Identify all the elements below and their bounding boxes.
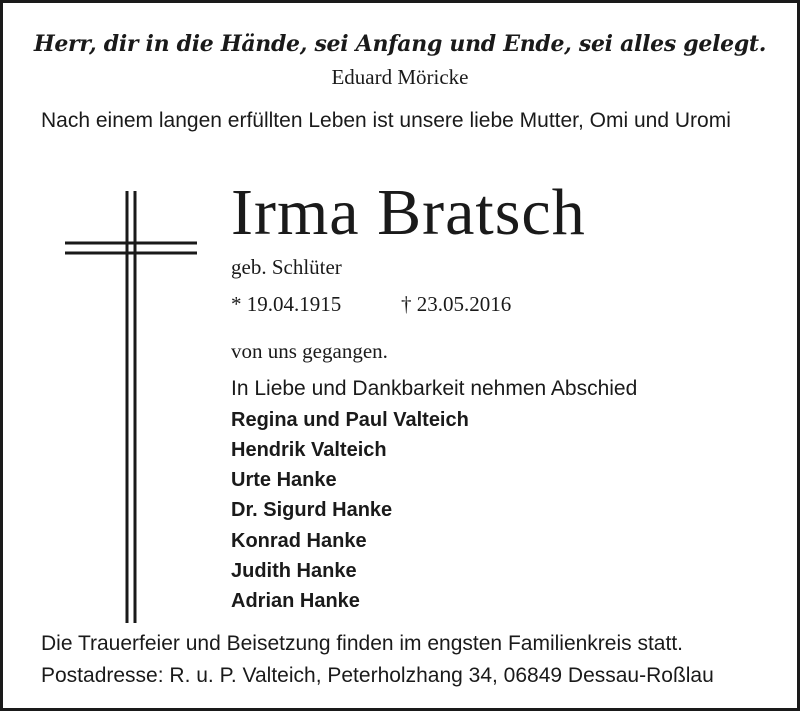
intro-text: Nach einem langen erfüllten Leben ist unsere liebe Mutter, Omi und Uromi	[41, 109, 731, 132]
mourner-name: Konrad Hanke	[231, 530, 367, 552]
motto-author: Eduard Möricke	[331, 65, 469, 89]
farewell-text: In Liebe und Dankbarkeit nehmen Abschied	[231, 377, 638, 400]
birth-date: * 19.04.1915	[231, 292, 342, 316]
mourner-name: Regina und Paul Valteich	[231, 409, 469, 431]
postal-address: Postadresse: R. u. P. Valteich, Peterholzhang 34, 06849 Dessau-Roßlau	[41, 664, 714, 687]
mourner-name: Urte Hanke	[231, 469, 337, 491]
mourner-name: Adrian Hanke	[231, 590, 360, 612]
mourner-name: Hendrik Valteich	[231, 439, 387, 461]
mourner-name: Dr. Sigurd Hanke	[231, 499, 393, 521]
mourner-name: Judith Hanke	[231, 560, 357, 582]
passed-text: von uns gegangen.	[231, 339, 388, 363]
motto-quote: Herr, dir in die Hände, sei Anfang und Ende, sei alles gelegt.	[33, 31, 767, 57]
service-info: Die Trauerfeier und Beisetzung finden im engsten Familienkreis statt.	[41, 632, 683, 655]
death-date: † 23.05.2016	[401, 292, 512, 316]
cross-icon	[63, 191, 199, 623]
deceased-name: Irma Bratsch	[231, 176, 586, 249]
maiden-name: geb. Schlüter	[231, 255, 342, 279]
